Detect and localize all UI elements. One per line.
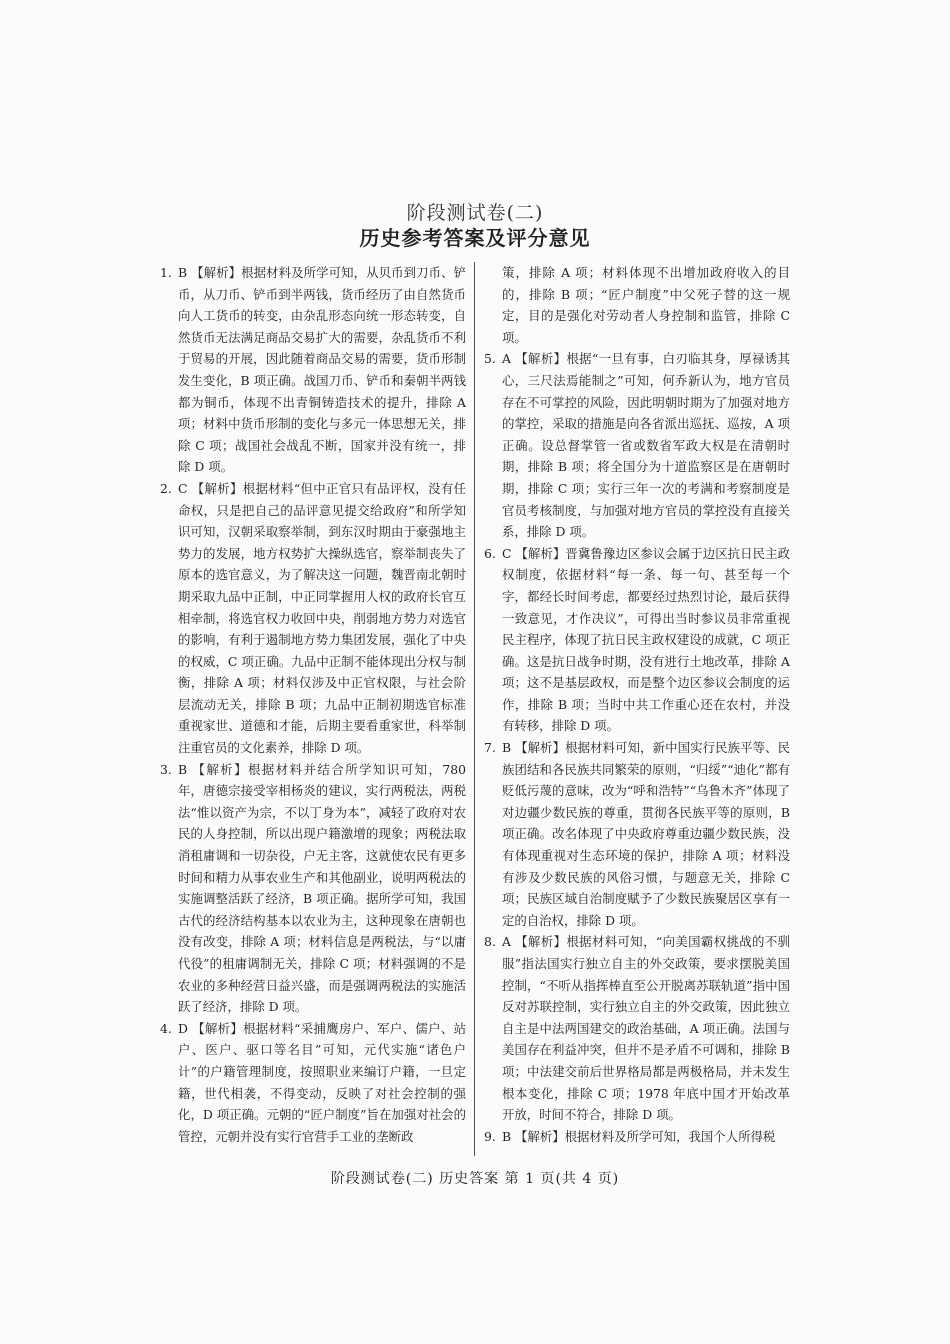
left-column [160,262,466,1147]
answer-number: 9. [484,1128,496,1144]
answer-number: 1. [160,265,172,280]
answer-text: B 【解析】根据材料可知，新中国实行民族平等、民族团结和各民族共同繁荣的原则，“归绥”“迪化”都有贬低污蔑的意味，改为“呼和浩特”“乌鲁木齐”体现了对边疆少数民族的尊重，贯彻各民族平等的原则，B 项正确。改名体现了中央政府尊重边疆少数民族，没有体现重视对生态环境的保护，排除 A 项；材料没有涉及少数民族的风俗习惯，与题意无关，排除 C 项；民族区域自治制度赋予了少数民族聚居区享有一定的自治权，排除 D 项。 [502,740,790,928]
page-footer: 阶段测试卷(二) 历史答案 第 1 页(共 4 页) [330,1171,620,1187]
answer-text: B 【解析】根据材料并结合所学知识可知，780 年，唐德宗接受宰相杨炎的建议，实行两税法，两税法“惟以资产为宗，不以丁身为本”，减轻了政府对农民的人身控制，所以出现户籍激增的现象；两税法取消租庸调和一切杂役，户无主客，这就使农民有更多时间和精力从事农业生产和其他副业，说明两税法的实施调整活跃了经济，B 项正确。据所学可知，我国古代的经济结构基本以农业为主，这种现象在唐朝也没有改变，排除 A 项；材料信息是两税法，与“以庸代役”的租庸调制无关，排除 C 项；材料强调的不是农业的多种经营日益兴盛，而是强调两税法的实施活跃了经济，排除 D 项。 [178,761,466,1015]
answer-number: 2. [160,480,172,496]
answer-text: B 【解析】根据材料及所学可知，从贝币到刀币、铲币，从刀币、铲币到半两钱，货币经历了由自然货币向人工货币的转变，由杂乱形态向统一形态转变，自然货币无法满足商品交易扩大的需要，杂乱货币不利于贸易的开展，因此随着商品交易的需要，货币形制发生变化，B 项正确。战国刀币、铲币和秦朝半两钱都为铜币，体现不出青铜铸造技术的提升，排除 A 项；材料中货币形制的变化与多元一体思想无关，排除 C 项；战国社会战乱不断，国家并没有统一，排除 D 项。 [178,265,466,475]
answer-text: A 【解析】根据“一旦有事，白刃临其身，厚禄诱其心，三尺法焉能制之”可知，何乔新认为，地方官员存在不可掌控的风险，因此明朝时期为了加强对地方的掌控，采取的措施是向各省派出巡抚、巡按，A 项正确。设总督掌管一省或数省军政大权是在清朝时期，排除 B 项；将全国分为十道监察区是在唐朝时期，排除 C 项；实行三年一次的考满和考察制度是官员考核制度，与加强对地方官员的掌控没有直接关系，排除 D 项。 [502,351,790,540]
answer-item-4-continuation: 策，排除 A 项；材料体现不出增加政府收入的目的，排除 B 项；“匠户制度”中父死子替的这一规定，目的是强化对劳动者人身控制和监管，排除 C 项。 [502,265,790,345]
answer-item-9 [484,1126,790,1148]
right-column [484,262,790,1147]
answer-item-2 [160,478,466,759]
answer-text: D 【解析】根据材料“采捕鹰房户、军户、儒户、站户、医户、驱口等名目”可知，元代实施“诸色户计”的户籍管理制度，按照职业来编订户籍，一旦定籍，世代相袭，不得变动，反映了对社会控制的强化，D 项正确。元朝的“匠户制度”旨在加强对社会的管控，元朝并没有实行官营手工业的垄断政 [178,1020,466,1144]
answer-number: 8. [484,934,496,950]
answer-number: 4. [160,1020,172,1036]
answer-item-6 [484,543,790,737]
answer-item-8 [484,931,790,1125]
answer-item-1 [160,262,466,478]
page-subtitle: 历史参考答案及评分意见 [359,226,591,250]
answer-item-5 [484,348,790,542]
answer-item-4 [160,1018,466,1148]
answer-item-7 [484,737,790,931]
answer-number: 3. [160,761,172,777]
answer-text: C 【解析】根据材料“但中正官只有品评权，没有任命权，只是把自己的品评意见提交给政府”和所学知识可知，汉朝采取察举制，到东汉时期由于豪强地主势力的发展，地方权势扩大操纵选官，察举制丧失了原本的选官意义，为了解决这一问题，魏晋南北朝时期采取九品中正制，中正同掌握用人权的政府长官互相牵制，将选官权力收回中央，削弱地方势力对选官的影响，有利于遏制地方势力集团发展，强化了中央的权威，C 项正确。九品中正制不能体现出分权与制衡，排除 A 项；材料仅涉及中正官权限，与社会阶层流动无关，排除 B 项；九品中正制初期选官标准重视家世、道德和才能，后期主要看重家世，科举制注重官员的文化素养，排除 D 项。 [178,480,466,756]
column-divider [474,262,475,1156]
answer-text: A 【解析】根据材料可知，“向美国霸权挑战的不驯服”指法国实行独立自主的外交政策，要求摆脱美国控制，“不听从指挥棒直至公开脱离苏联轨道”指中国反对苏联控制，实行独立自主的外交政策，因此独立自主是中法两国建交的政治基础，A 项正确。法国与美国存在利益冲突，但并不是矛盾不可调和，排除 B 项；中法建交前后世界格局都是两极格局，并未发生根本变化，排除 C 项；1978 年底中国才开始改革开放，时间不符合，排除 D 项。 [502,934,790,1123]
answer-text: C 【解析】晋冀鲁豫边区参议会属于边区抗日民主政权制度，依据材料“每一条、每一句、甚至每一个字，都经长时间考虑，都要经过热烈讨论，最后获得一致意见，才作决议”，可得出当时参议员非常重视民主程序，体现了抗日民主政权建设的成就，C 项正确。这是抗日战争时期，没有进行土地改革，排除 A 项；这不是基层政权，而是整个边区参议会制度的运作，排除 B 项；当时中共工作重心还在农村，并没有转移，排除 D 项。 [502,545,790,734]
page-title: 阶段测试卷(二) [406,202,544,224]
answer-number: 6. [484,545,496,561]
answer-number: 7. [484,740,496,756]
answer-item-3 [160,759,466,1018]
answer-text: B 【解析】根据材料及所学可知，我国个人所得税 [502,1128,776,1144]
answer-number: 5. [484,351,496,367]
